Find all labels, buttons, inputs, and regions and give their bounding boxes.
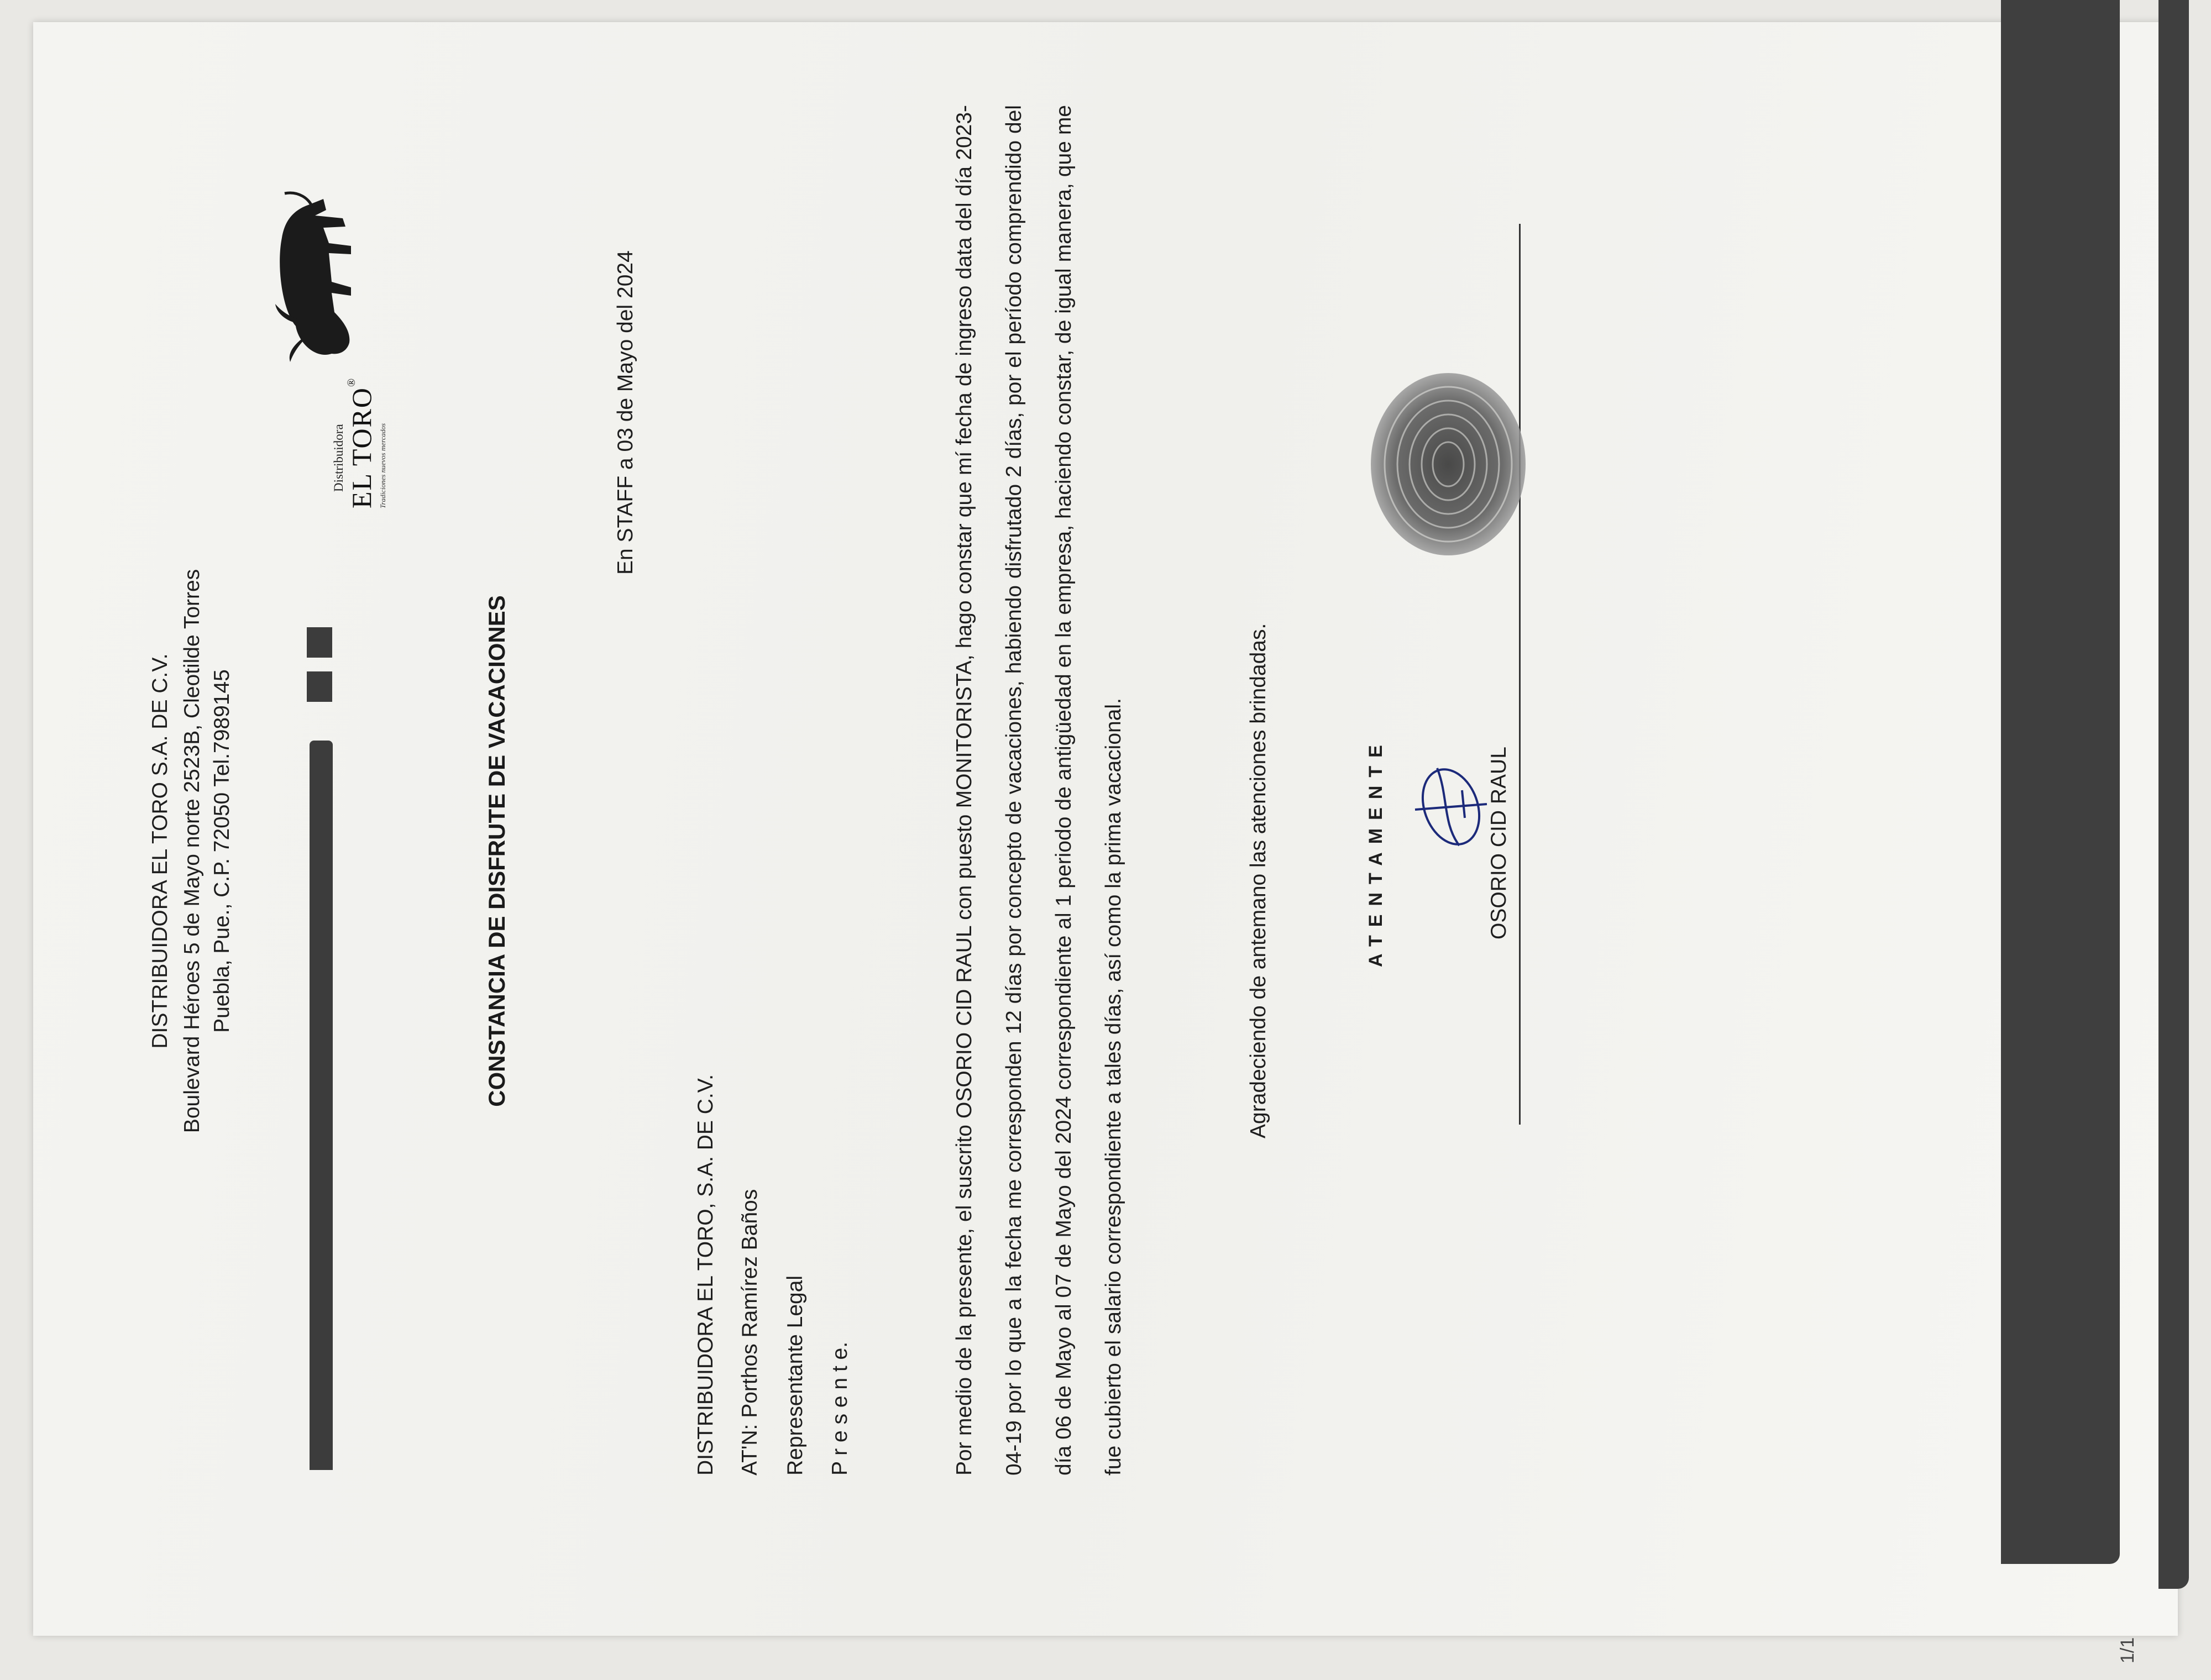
document-content (33, 22, 2211, 1680)
logo-name (345, 377, 378, 508)
header-decor-bar-short (307, 627, 332, 658)
logo-tagline: Tradiciones nuevos mercados (379, 423, 387, 508)
redaction-bar (2001, 0, 2120, 1564)
recipient-role: Representante Legal (783, 1275, 807, 1476)
fingerprint-icon (1357, 365, 1534, 564)
document-title: CONSTANCIA DE DISFRUTE DE VACACIONES (484, 595, 510, 1107)
recipient-presente: P r e s e n t e. (828, 1341, 852, 1476)
company-name: DISTRIBUIDORA EL TORO S.A. DE C.V. (148, 653, 172, 1049)
header-decor-bar-short (307, 671, 332, 702)
page-number: 1/1 (2117, 1637, 2138, 1663)
logo-small-text: Distribuidora (332, 424, 345, 492)
document-page (33, 22, 2178, 1663)
recipient-attn: AT'N: Porthos Ramírez Baños (738, 1189, 762, 1476)
body-paragraph: Por medio de la presente, el suscrito OSORIO CID RAUL con puesto MONITORISTA, hago constar que mí fecha de ingreso data del día 2023-04-19 por lo que a la fecha me corresponden 12 días por concepto de vacaciones, habiendo disfrutado 2 días, por el período comprendido del día 06 de Mayo al 07 de Mayo del 2024 correspondiente al 1 periodo de antigüedad en la empresa, haciendo constar, de igual manera, que me fue cubierto el salario correspondiente a tales días, así como la prima vacacional. (952, 105, 1125, 1476)
bull-logo-icon (232, 182, 381, 376)
logo-name-text: EL TORO (346, 386, 377, 508)
signer-name: OSORIO CID RAUL (1487, 747, 1511, 939)
closing-line: Agradeciendo de antemano las atenciones brindadas. (1246, 623, 1270, 1138)
atentamente-label: ATENTAMENTE (1365, 737, 1386, 967)
registered-mark: ® (345, 377, 358, 387)
redaction-bar (2158, 0, 2189, 1589)
company-address: Boulevard Héroes 5 de Mayo norte 2523B, Cleotilde Torres (180, 569, 204, 1133)
header-decor-bar (310, 741, 333, 1470)
recipient-company: DISTRIBUIDORA EL TORO, S.A. DE C.V. (694, 1074, 717, 1476)
signature-line (1519, 224, 1521, 1125)
date-line: En STAFF a 03 de Mayo del 2024 (614, 250, 637, 575)
company-city-phone: Puebla, Pue., C.P. 72050 Tel.7989145 (210, 669, 234, 1033)
